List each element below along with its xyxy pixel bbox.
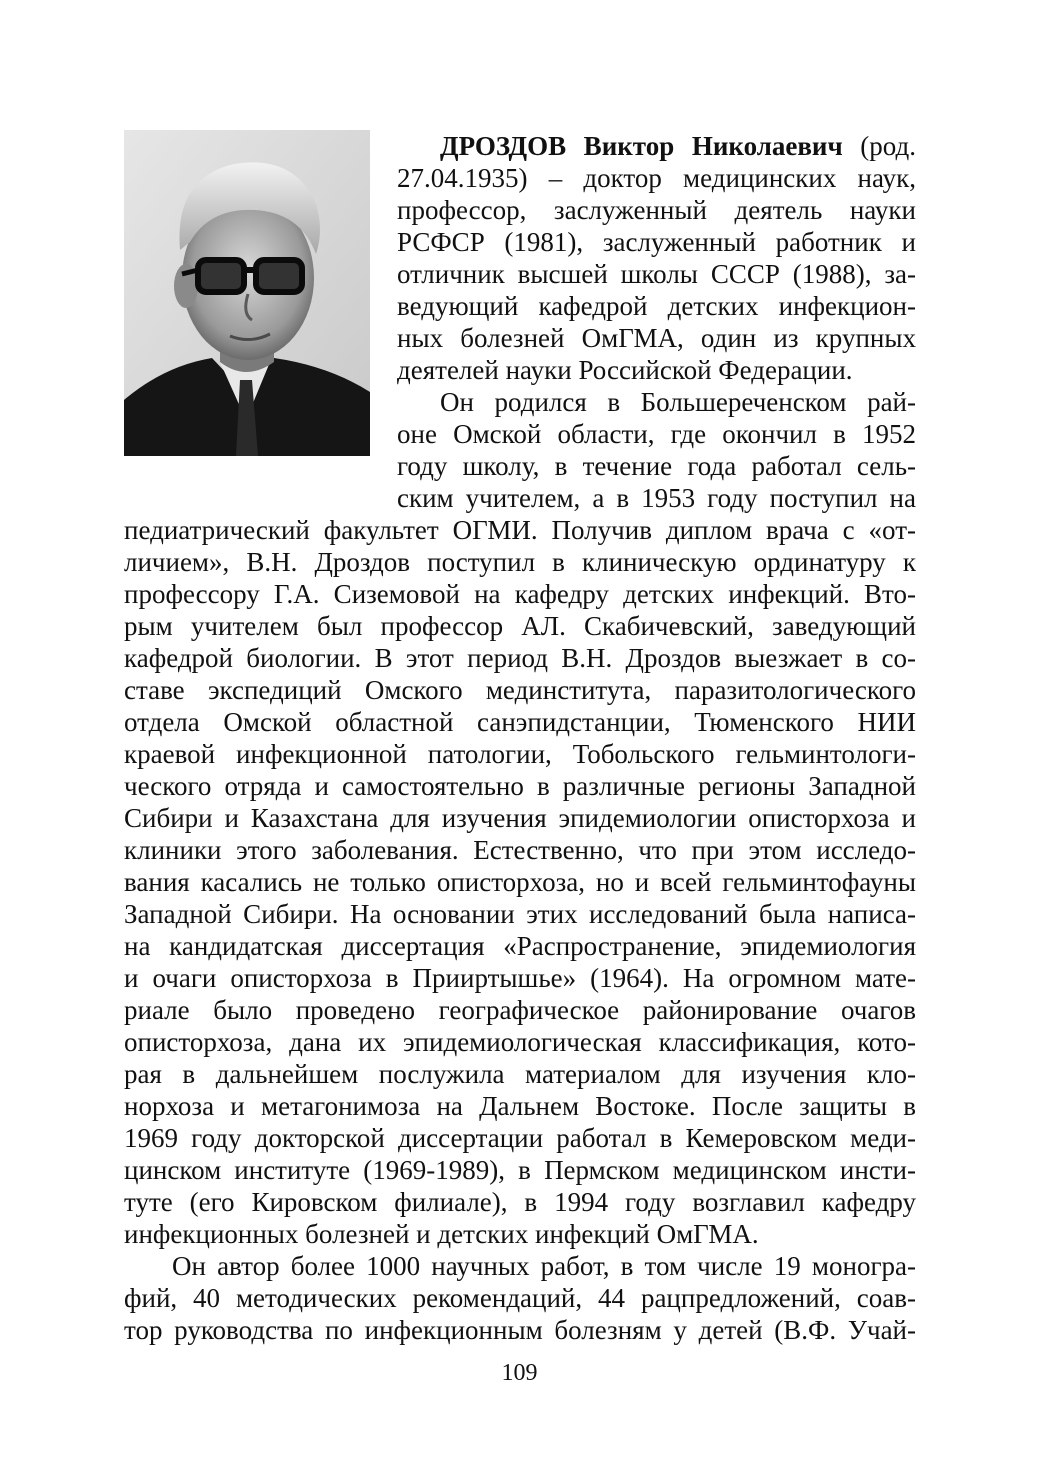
text-line-6: ведующий кафедрой детских инфекцион- <box>397 291 916 321</box>
person-name: ДРОЗДОВ Виктор Николаевич <box>440 131 843 161</box>
page-number: 109 <box>501 1360 538 1386</box>
text-line-4: РСФСР (1981), заслуженный работник и <box>397 227 916 257</box>
portrait-illustration <box>124 130 370 456</box>
text-line-12: ским учителем, а в 1953 году поступил на <box>397 483 916 513</box>
text-line-20: краевой инфекционной патологии, Тобольского гельминтологи- <box>124 739 916 769</box>
text-line-32: 1969 году докторской диссертации работал в Кемеровском меди- <box>124 1123 916 1153</box>
text-line-24: вания касались не только описторхоза, но и всей гельминтофауны <box>124 867 916 897</box>
text-line-28: риале было проведено географическое районирование очагов <box>124 995 916 1025</box>
text-line-10: оне Омской области, где окончил в 1952 <box>397 419 916 449</box>
text-line-25: Западной Сибири. На основании этих исследований была написа- <box>124 899 916 929</box>
text-line-9: Он родился в Большереченском рай- <box>440 387 916 417</box>
text-line-22: Сибири и Казахстана для изучения эпидемиологии описторхоза и <box>124 803 916 833</box>
text-line-26: на кандидатская диссертация «Распространение, эпидемиология <box>124 931 916 961</box>
text-line-1-rest: (род. <box>842 131 916 161</box>
text-line-7: ных болезней ОмГМА, один из крупных <box>397 323 916 353</box>
text-line-16: рым учителем был профессор АЛ. Скабичевский, заведующий <box>124 611 916 641</box>
text-line-35: инфекционных болезней и детских инфекций ОмГМА. <box>124 1219 759 1249</box>
text-line-2: 27.04.1935) – доктор медицинских наук, <box>397 163 916 193</box>
text-line-29: описторхоза, дана их эпидемиологическая классификация, кото- <box>124 1027 916 1057</box>
text-line-37: фий, 40 методических рекомендаций, 44 рацпредложений, соав- <box>124 1283 916 1313</box>
text-line-36: Он автор более 1000 научных работ, в том числе 19 моногра- <box>172 1251 916 1281</box>
text-line-5: отличник высшей школы СССР (1988), за- <box>397 259 916 289</box>
text-line-34: туте (его Кировском филиале), в 1994 году возглавил кафедру <box>124 1187 916 1217</box>
text-line-31: норхоза и метагонимоза на Дальнем Востоке. После защиты в <box>124 1091 916 1121</box>
text-line-17: кафедрой биологии. В этот период В.Н. Дроздов выезжает в со- <box>124 643 916 673</box>
text-line-19: отдела Омской областной санэпидстанции, Тюменского НИИ <box>124 707 916 737</box>
text-line-15: профессору Г.А. Сиземовой на кафедру детских инфекций. Вто- <box>124 579 916 609</box>
text-line-13: педиатрический факультет ОГМИ. Получив диплом врача с «от- <box>124 515 916 545</box>
text-line-3: профессор, заслуженный деятель науки <box>397 195 916 225</box>
text-line-11: году школу, в течение года работал сель- <box>397 451 916 481</box>
text-line-30: рая в дальнейшем послужила материалом для изучения кло- <box>124 1059 916 1089</box>
text-line-18: ставе экспедиций Омского мединститута, паразитологического <box>124 675 916 705</box>
text-line-38: тор руководства по инфекционным болезням у детей (В.Ф. Учай- <box>124 1315 916 1345</box>
text-line-14: личием», В.Н. Дроздов поступил в клиническую ординатуру к <box>124 547 916 577</box>
text-line-33: цинском институте (1969-1989), в Пермском медицинском инсти- <box>124 1155 916 1185</box>
text-line-21: ческого отряда и самостоятельно в различные регионы Западной <box>124 771 916 801</box>
text-line-23: клиники этого заболевания. Естественно, что при этом исследо- <box>124 835 916 865</box>
text-line-1 <box>440 130 916 162</box>
text-line-8: деятелей науки Российской Федерации. <box>397 355 853 385</box>
text-line-27: и очаги описторхоза в Прииртышье» (1964). На огромном мате- <box>124 963 916 993</box>
portrait-photo <box>124 130 370 456</box>
